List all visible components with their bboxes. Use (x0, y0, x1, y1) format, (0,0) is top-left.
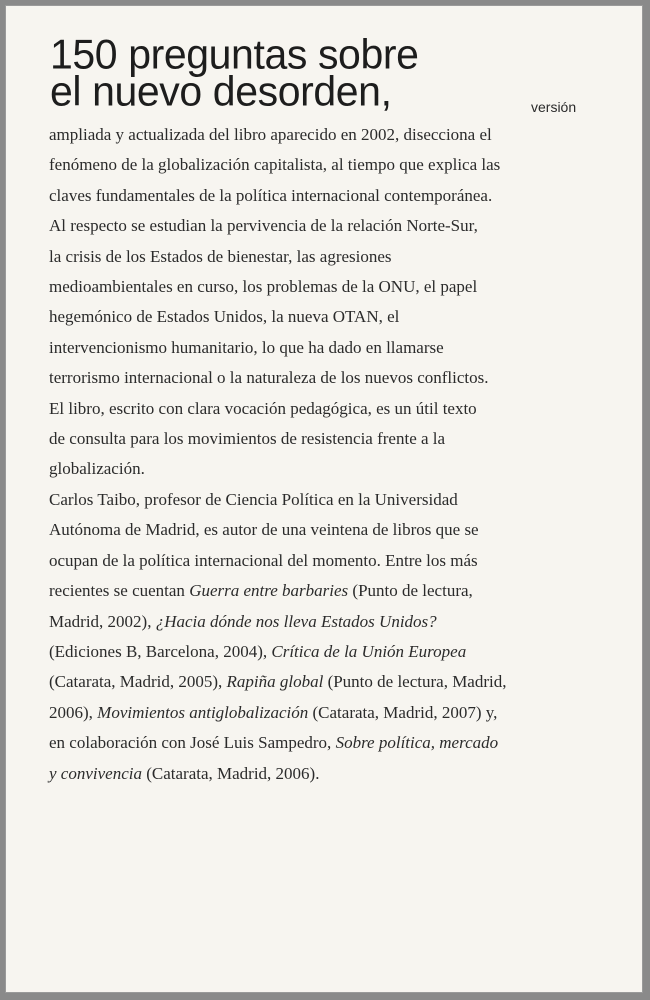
back-cover (5, 5, 643, 993)
description-line: la crisis de los Estados de bienestar, las agresiones (49, 246, 392, 266)
bio-text: (Catarata, Madrid, 2005), (49, 672, 227, 692)
book-title-critica-union-europea: Crítica de la Unión Europea (271, 641, 467, 661)
book-title-rapina-global: Rapiña global (226, 672, 324, 692)
title-line-2: el nuevo desorden, (50, 67, 392, 115)
author-bio-line: ocupan de la política internacional del momento. Entre los más (49, 550, 478, 570)
author-bio-line (49, 637, 609, 667)
author-bio-line (49, 698, 609, 728)
bio-text: Madrid, 2002), (49, 611, 156, 631)
book-title-hacia-donde: ¿Hacia dónde nos lleva Estados Unidos? (155, 611, 437, 631)
book-title-sobre-politica: Sobre política, mercado (335, 733, 499, 753)
bio-text: (Punto de lectura, (348, 581, 473, 601)
description-line: claves fundamentales de la política internacional contemporánea. (49, 185, 493, 205)
author-bio-line: Carlos Taibo, profesor de Ciencia Política en la Universidad (49, 489, 458, 509)
bio-text: en colaboración con José Luis Sampedro, (49, 733, 336, 753)
author-bio-line (49, 667, 609, 697)
bio-text: (Catarata, Madrid, 2007) y, (308, 702, 498, 722)
description-line: hegemónico de Estados Unidos, la nueva OTAN, el (49, 307, 400, 327)
bio-text: (Ediciones B, Barcelona, 2004), (49, 641, 272, 661)
description-line: ampliada y actualizada del libro aparecido en 2002, disecciona el (49, 125, 492, 144)
book-title (50, 30, 419, 115)
description-line: terrorismo internacional o la naturaleza de los nuevos conflictos. (49, 368, 489, 388)
author-bio-line (49, 576, 609, 606)
book-title-guerra-entre-barbaries: Guerra entre barbaries (189, 581, 349, 601)
description-line: de consulta para los movimientos de resistencia frente a la (49, 429, 446, 449)
back-cover-text (49, 120, 609, 789)
title-suffix: versión (531, 99, 577, 115)
bio-text: (Catarata, Madrid, 2006). (141, 763, 320, 783)
author-bio-line (49, 607, 609, 637)
description-line: Al respecto se estudian la pervivencia de la relación Norte-Sur, (49, 216, 478, 236)
author-bio-line (49, 728, 609, 758)
description-line: globalización. (49, 459, 145, 479)
book-title-movimientos-antiglobalizacion: Movimientos antiglobalización (97, 702, 309, 722)
bio-text: recientes se cuentan (49, 581, 190, 601)
description-line: medioambientales en curso, los problemas de la ONU, el papel (49, 277, 478, 297)
bio-text: (Punto de lectura, Madrid, (323, 672, 507, 692)
bio-text: 2006), (49, 702, 98, 722)
author-bio-line: Autónoma de Madrid, es autor de una veintena de libros que se (49, 520, 479, 540)
title-line-1: 150 preguntas sobre (50, 30, 419, 78)
description-line: El libro, escrito con clara vocación pedagógica, es un útil texto (49, 398, 477, 418)
book-title-sobre-politica-cont: y convivencia (49, 763, 142, 783)
description-line: intervencionismo humanitario, lo que ha dado en llamarse (49, 337, 444, 357)
description-line: fenómeno de la globalización capitalista, al tiempo que explica las (49, 155, 501, 175)
author-bio-line (49, 759, 609, 789)
